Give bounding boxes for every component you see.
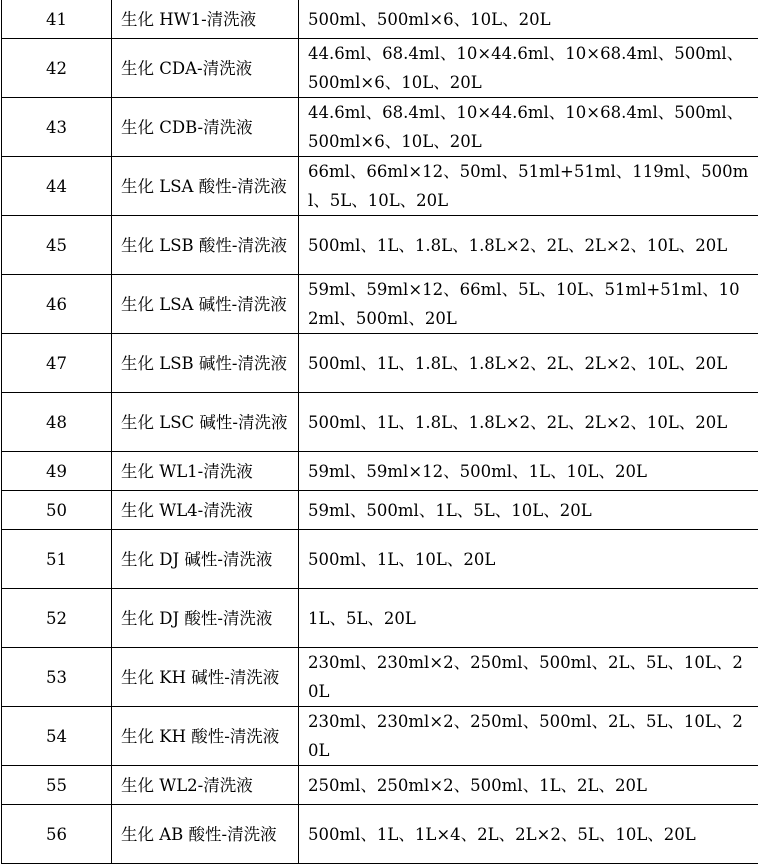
package-specs: 44.6ml、68.4ml、10×44.6ml、10×68.4ml、500ml、500ml×6、10L、20L [299, 39, 758, 98]
table-row [2, 648, 758, 707]
package-specs: 500ml、1L、10L、20L [299, 530, 758, 589]
table-row [2, 275, 758, 334]
row-number: 42 [2, 39, 112, 98]
table-row [2, 216, 758, 275]
row-number: 50 [2, 491, 112, 530]
product-name: 生化 LSA 碱性-清洗液 [112, 275, 299, 334]
product-name: 生化 AB 酸性-清洗液 [112, 805, 299, 864]
table-row [2, 0, 758, 39]
product-name: 生化 KH 碱性-清洗液 [112, 648, 299, 707]
package-specs: 250ml、250ml×2、500ml、1L、2L、20L [299, 766, 758, 805]
package-specs: 59ml、59ml×12、500ml、1L、10L、20L [299, 452, 758, 491]
row-number: 48 [2, 393, 112, 452]
product-name: 生化 DJ 酸性-清洗液 [112, 589, 299, 648]
table-row [2, 530, 758, 589]
package-specs: 59ml、59ml×12、66ml、5L、10L、51ml+51ml、102ml、500ml、20L [299, 275, 758, 334]
table-row [2, 589, 758, 648]
package-specs: 500ml、1L、1.8L、1.8L×2、2L、2L×2、10L、20L [299, 216, 758, 275]
package-specs: 59ml、500ml、1L、5L、10L、20L [299, 491, 758, 530]
table-row [2, 157, 758, 216]
table-row [2, 334, 758, 393]
product-name: 生化 WL2-清洗液 [112, 766, 299, 805]
row-number: 45 [2, 216, 112, 275]
product-name: 生化 CDA-清洗液 [112, 39, 299, 98]
product-name: 生化 LSB 碱性-清洗液 [112, 334, 299, 393]
row-number: 41 [2, 0, 112, 39]
product-name: 生化 LSC 碱性-清洗液 [112, 393, 299, 452]
product-name: 生化 DJ 碱性-清洗液 [112, 530, 299, 589]
product-name: 生化 WL1-清洗液 [112, 452, 299, 491]
row-number: 55 [2, 766, 112, 805]
product-name: 生化 KH 酸性-清洗液 [112, 707, 299, 766]
row-number: 47 [2, 334, 112, 393]
package-specs: 500ml、1L、1.8L、1.8L×2、2L、2L×2、10L、20L [299, 334, 758, 393]
product-name: 生化 HW1-清洗液 [112, 0, 299, 39]
row-number: 49 [2, 452, 112, 491]
table-row [2, 393, 758, 452]
row-number: 46 [2, 275, 112, 334]
product-name: 生化 CDB-清洗液 [112, 98, 299, 157]
package-specs: 1L、5L、20L [299, 589, 758, 648]
product-spec-table [1, 0, 758, 864]
product-name: 生化 LSA 酸性-清洗液 [112, 157, 299, 216]
table-row [2, 452, 758, 491]
package-specs: 500ml、500ml×6、10L、20L [299, 0, 758, 39]
table-row [2, 766, 758, 805]
table-row [2, 39, 758, 98]
package-specs: 66ml、66ml×12、50ml、51ml+51ml、119ml、500ml、5L、10L、20L [299, 157, 758, 216]
row-number: 43 [2, 98, 112, 157]
package-specs: 230ml、230ml×2、250ml、500ml、2L、5L、10L、20L [299, 707, 758, 766]
row-number: 44 [2, 157, 112, 216]
product-name: 生化 LSB 酸性-清洗液 [112, 216, 299, 275]
table-row [2, 98, 758, 157]
row-number: 56 [2, 805, 112, 864]
row-number: 52 [2, 589, 112, 648]
package-specs: 500ml、1L、1.8L、1.8L×2、2L、2L×2、10L、20L [299, 393, 758, 452]
table-row [2, 805, 758, 864]
package-specs: 230ml、230ml×2、250ml、500ml、2L、5L、10L、20L [299, 648, 758, 707]
package-specs: 44.6ml、68.4ml、10×44.6ml、10×68.4ml、500ml、500ml×6、10L、20L [299, 98, 758, 157]
row-number: 51 [2, 530, 112, 589]
row-number: 54 [2, 707, 112, 766]
table-row [2, 707, 758, 766]
product-name: 生化 WL4-清洗液 [112, 491, 299, 530]
table-row [2, 491, 758, 530]
package-specs: 500ml、1L、1L×4、2L、2L×2、5L、10L、20L [299, 805, 758, 864]
row-number: 53 [2, 648, 112, 707]
